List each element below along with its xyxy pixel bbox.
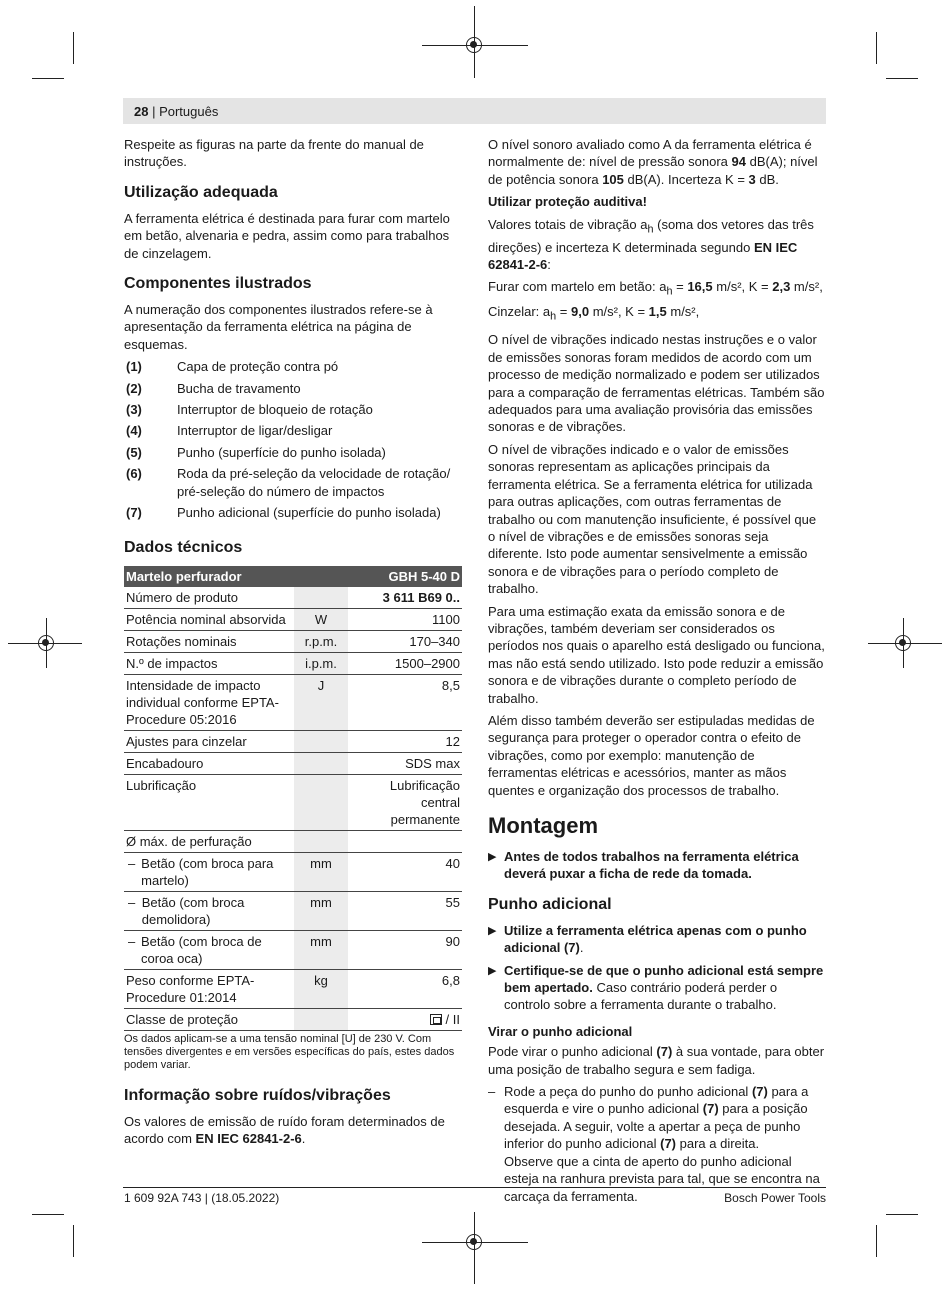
vibration-paragraph: O nível de vibrações indicado e o valor de emissões sonoras representam as aplicações principais da ferramenta elétrica. Se a ferramenta elétrica for utilizada para outras aplicações, com outras ferramentas de trabalho ou com manutenção insuficiente, é possível que o nível de vibrações e de emissões sonoras seja diferente. Isto pode aumentar sensivelmente a emissão sonora e de vibrações para o período completo de trabalho.	[488, 441, 817, 597]
vibration-paragraph: Além disso também deverão ser estipuladas medidas de segurança para proteger o operador contra o efeito de vibrações, como por exemplo: manutenção de ferramentas elétricas e acessórios, manter as mãos quentes e organização dos processos de trabalho.	[488, 712, 815, 798]
protection-class-icon	[430, 1014, 442, 1025]
vibration-paragraph: Para uma estimação exata da emissão sonora e de vibrações, também deveriam ser considerados os períodos nos quais o aparelho está desligado ou funciona, mas não está sendo utilizado. Isto pode reduzir a emissão sonora e de vibrações durante o completo período de trabalho.	[488, 603, 825, 706]
components-text: A numeração dos componentes ilustrados refere-se à apresentação da ferramenta elétrica na página de esquemas.	[124, 302, 433, 352]
component-item: (5) Punho (superfície do punho isolada)	[126, 444, 386, 460]
table-note: Os dados aplicam-se a uma tensão nominal [U] de 230 V. Com tensões divergentes e em versões específicas do país, estes dados podem variar.	[124, 1032, 455, 1071]
component-item: (2) Bucha de travamento	[126, 380, 301, 396]
component-item: (4) Interruptor de ligar/desligar	[126, 423, 333, 439]
intro-text: Respeite as figuras na parte da frente do manual de instruções.	[124, 137, 424, 170]
vibration-chiselling: Cinzelar: $a_h = 9,0$ m/s², K = 1,5 m/s²,	[488, 304, 700, 324]
hearing-protection-warning: Utilizar proteção auditiva!	[488, 194, 647, 210]
heading-components: Componentes ilustrados	[124, 275, 312, 293]
crop-mark	[32, 1214, 64, 1215]
table-row: – Betão (com broca para martelo) mm 40	[124, 852, 462, 891]
vibration-hammer-drilling: Furar com martelo em betão: $a_h = 16,5$ m/s², K = 2,3 m/s²,	[488, 279, 823, 299]
crop-mark	[73, 1225, 74, 1257]
registration-mark-left	[38, 635, 54, 651]
footer-rule	[123, 1187, 826, 1188]
page-header: 28 | Português	[134, 104, 219, 119]
heading-noise: Informação sobre ruídos/vibrações	[124, 1086, 391, 1104]
table-row: Lubrificação Lubrificação central permanente	[124, 774, 462, 830]
crop-mark	[886, 1214, 918, 1215]
footer-doc-number: 1 609 92A 743 | (18.05.2022)	[124, 1191, 280, 1205]
triangle-bullet-icon: ▶	[488, 964, 497, 977]
vibration-intro: Valores totais de vibração $a_h$ (soma dos vetores das três direções) e incerteza K determinada segundo EN IEC 62841-2-6:	[488, 216, 814, 273]
heading-assembly: Montagem	[488, 813, 598, 838]
crop-mark	[32, 78, 64, 79]
left-column	[124, 136, 462, 1152]
table-row: – Betão (com broca de coroa oca) mm 90	[124, 930, 462, 969]
component-list	[124, 358, 462, 521]
table-row: Encabadouro SDS max	[124, 752, 462, 774]
registration-mark-right	[895, 635, 911, 651]
heading-technical-data: Dados técnicos	[124, 538, 243, 556]
crop-mark	[876, 1225, 877, 1257]
warning-item: ▶ Antes de todos trabalhos na ferramenta elétrica deverá puxar a ficha de rede da tomada.	[488, 849, 799, 882]
warning-item: ▶ Certifique-se de que o punho adicional está sempre bem apertado. Caso contrário poderá perder o controlo sobre a ferramenta durante o trabalho.	[488, 962, 824, 1013]
table-row: Ø máx. de perfuração	[124, 830, 462, 852]
table-row: Classe de proteção / II	[124, 1008, 462, 1030]
intended-use-text: A ferramenta elétrica é destinada para furar com martelo em betão, alvenaria e pedra, assim como para trabalhos de cinzelagem.	[124, 210, 450, 261]
heading-intended-use: Utilização adequada	[124, 183, 278, 201]
table-header-model: GBH 5-40 D	[348, 566, 462, 587]
rotate-handle-text: Pode virar o punho adicional (7) à sua vontade, para obter uma posição de trabalho segura e sem fadiga.	[488, 1044, 825, 1077]
heading-aux-handle: Punho adicional	[488, 895, 612, 913]
table-row: Ajustes para cinzelar 12	[124, 730, 462, 752]
component-item: (1) Capa de proteção contra pó	[126, 359, 339, 375]
triangle-bullet-icon: ▶	[488, 924, 497, 937]
warning-item: ▶ Utilize a ferramenta elétrica apenas com o punho adicional (7).	[488, 922, 807, 956]
table-header-label: Martelo perfurador	[124, 566, 348, 587]
registration-mark-bottom	[466, 1234, 482, 1250]
crop-mark	[876, 32, 877, 64]
header-language: Português	[159, 104, 219, 119]
vibration-paragraph: O nível de vibrações indicado nestas instruções e o valor de emissões sonoras foram medidos de acordo com um processo de medição normalizado e podem ser utilizados para a comparação de ferramentas elétricas. Também são adequados para uma avaliação provisória das emissões sonoras e de vibrações.	[488, 332, 825, 435]
noise-text: Os valores de emissão de ruído foram determinados de acordo com EN IEC 62841-2-6.	[124, 1113, 445, 1146]
right-column	[488, 136, 826, 1205]
table-row: Peso conforme EPTA-Procedure 01:2014 kg 6,8	[124, 969, 462, 1008]
crop-mark	[886, 78, 918, 79]
component-item: (7) Punho adicional (superfície do punho isolada)	[126, 505, 441, 521]
component-item: (3) Interruptor de bloqueio de rotação	[126, 402, 373, 418]
table-row: Potência nominal absorvida W 1100	[124, 608, 462, 630]
crop-mark	[73, 32, 74, 64]
table-header-row	[124, 566, 462, 587]
table-row: N.º de impactos i.p.m. 1500–2900	[124, 652, 462, 674]
table-row: – Betão (com broca demolidora) mm 55	[124, 891, 462, 930]
table-row: Intensidade de impacto individual conforme EPTA-Procedure 05:2016 J 8,5	[124, 674, 462, 730]
triangle-bullet-icon: ▶	[488, 851, 497, 863]
technical-data-table	[124, 566, 462, 1031]
instruction-step: – Rode a peça do punho do punho adicional (7) para a esquerda e vire o punho adicional (7) para a posição desejada. A seguir, volte a apertar a peça de punho inferior do punho adicional (7) para a direita. Observe que a cinta de aperto do punho adicional esteja na ranhura prevista para tal, que se encontra na carcaça da ferramenta.	[488, 1084, 820, 1204]
registration-mark-top	[466, 37, 482, 53]
table-row: Rotações nominais r.p.m. 170–340	[124, 630, 462, 652]
footer-brand: Bosch Power Tools	[724, 1191, 826, 1205]
table-row: Número de produto 3 611 B69 0..	[124, 587, 462, 609]
component-item: (6) Roda da pré-seleção da velocidade de rotação/ pré-seleção do número de impactos	[126, 466, 451, 499]
heading-rotate-handle: Virar o punho adicional	[488, 1023, 633, 1039]
page-header-bar	[123, 98, 826, 124]
page-number: 28	[134, 104, 149, 119]
sound-level-text: O nível sonoro avaliado como A da ferramenta elétrica é normalmente de: nível de pressão sonora 94 dB(A); nível de potência sonora 105 dB(A). Incerteza K = 3 dB.	[488, 137, 818, 187]
